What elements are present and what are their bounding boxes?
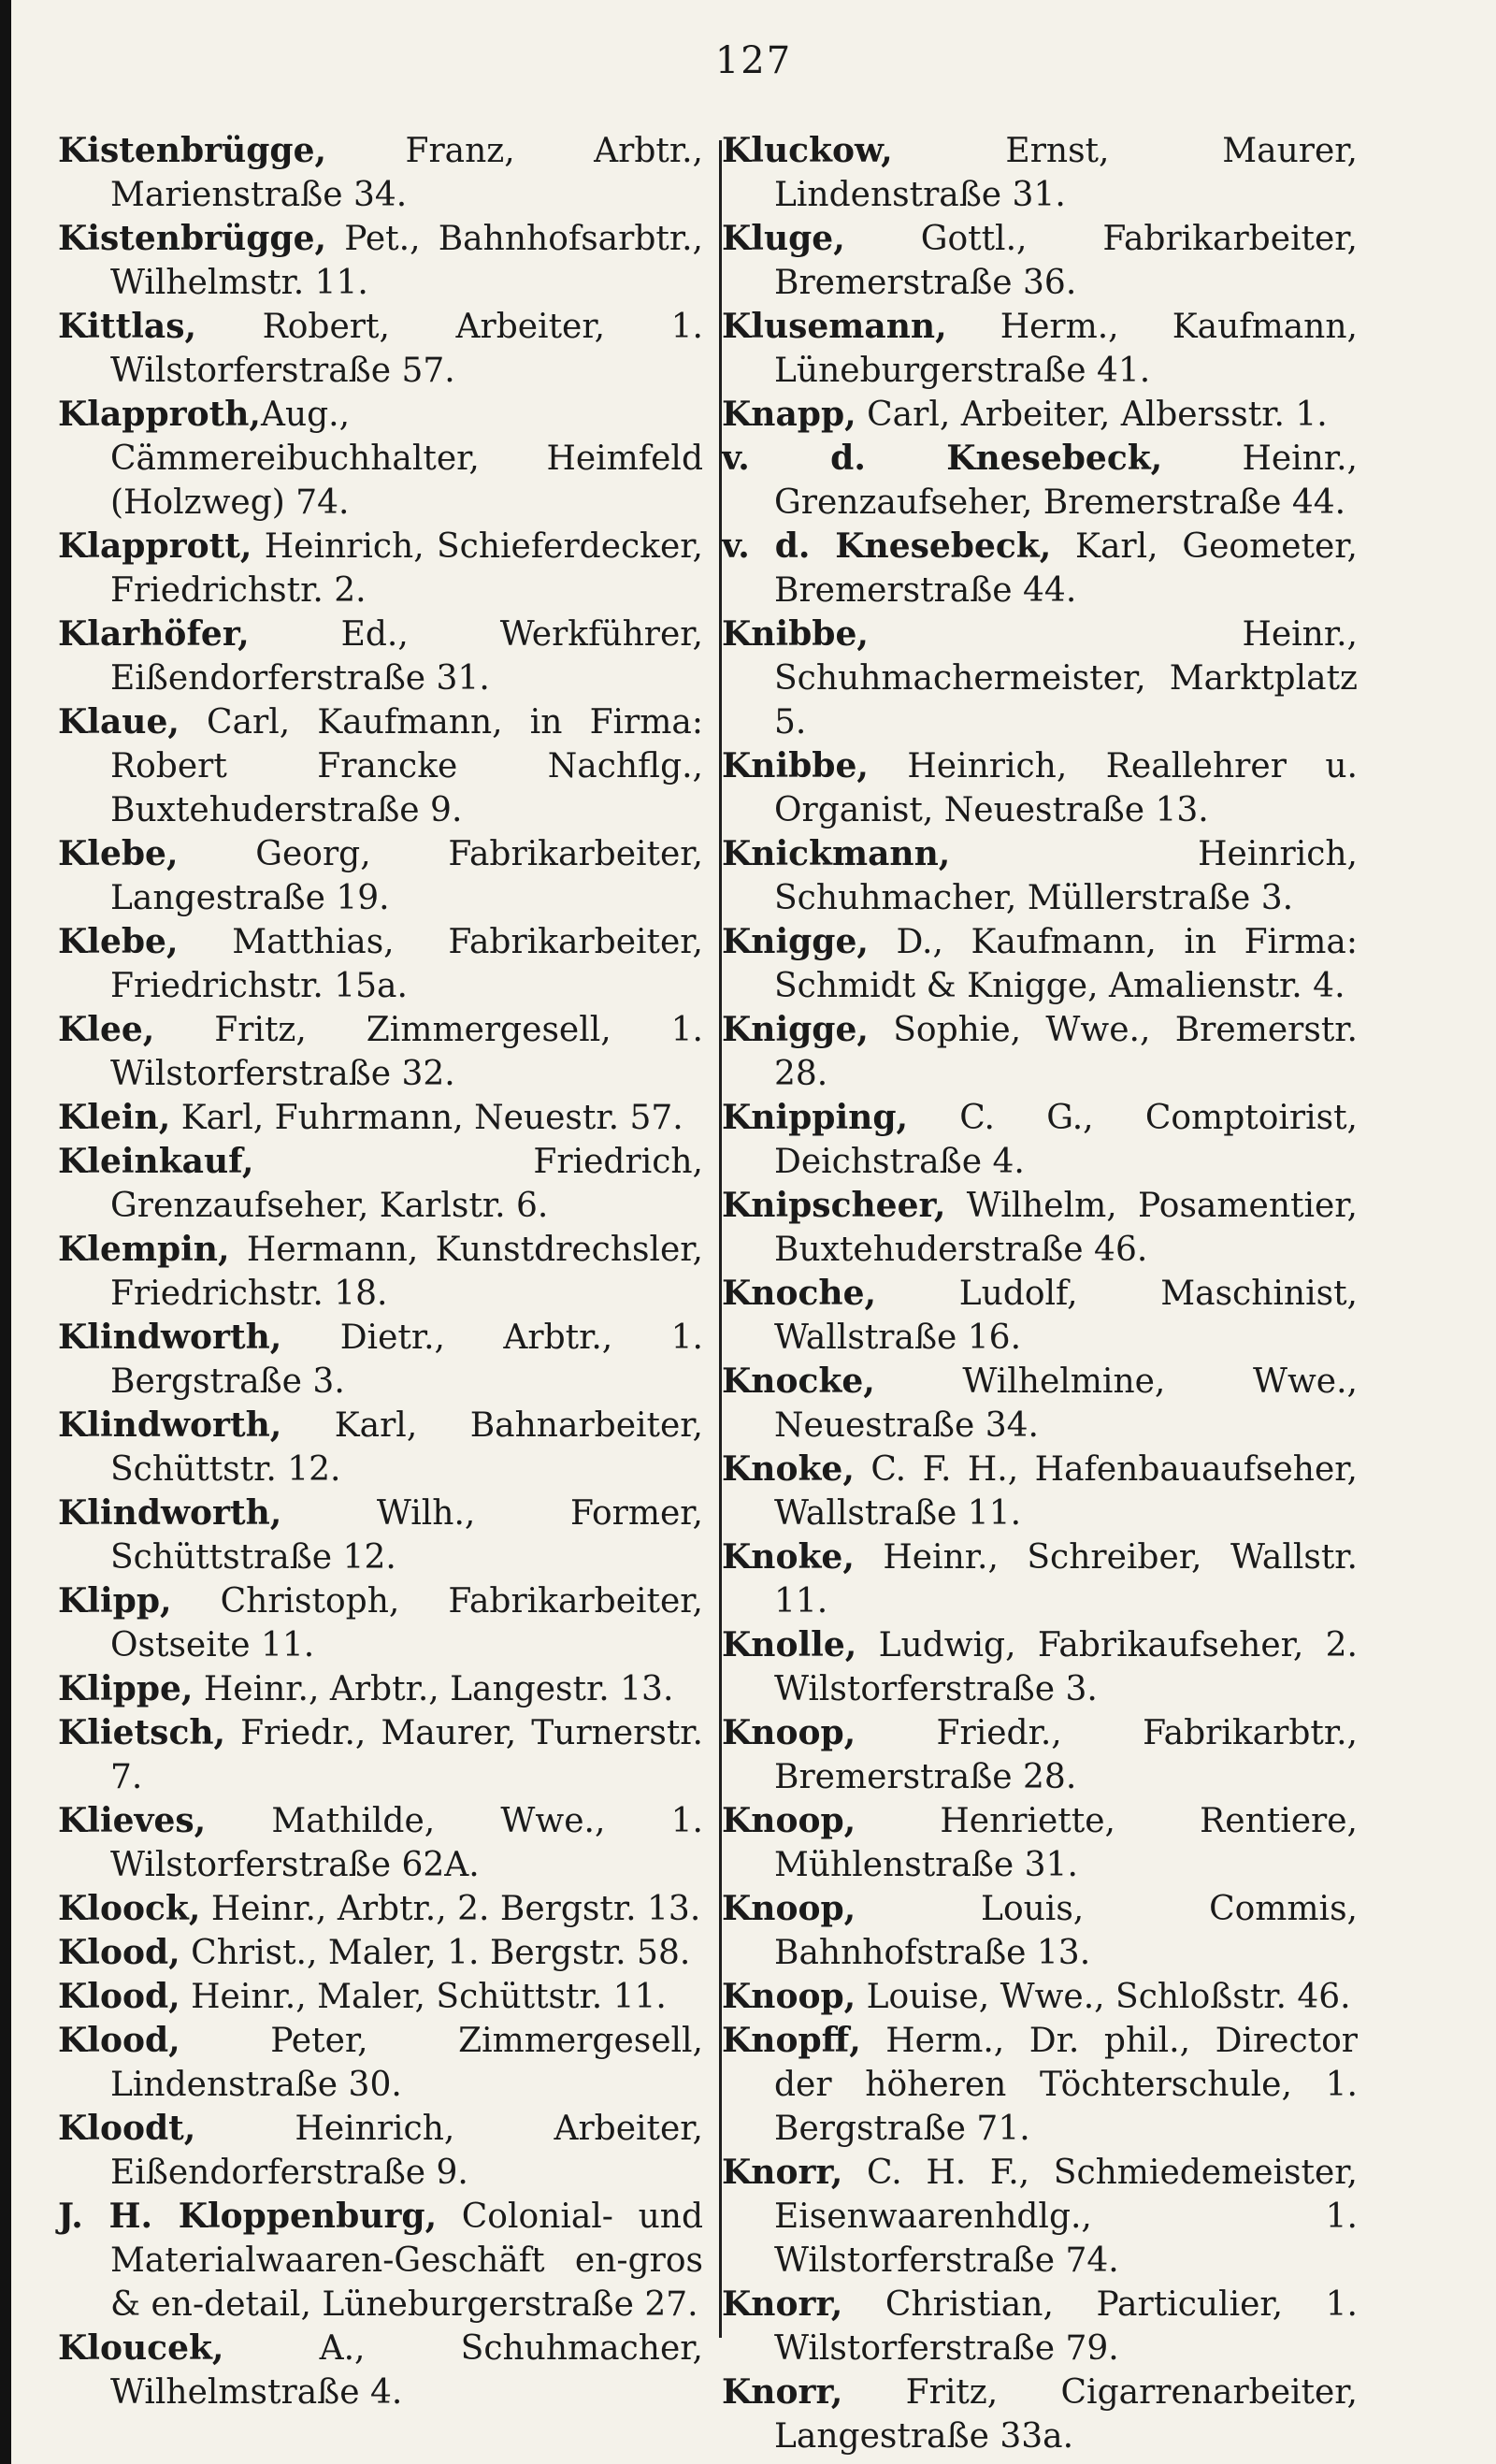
entry-prefix: v. d.	[722, 526, 811, 566]
directory-entry	[58, 612, 703, 700]
entry-surname: Knoop,	[722, 1713, 856, 1752]
entry-details: Friedrich, Grenzaufseher, Karlstr. 6.	[110, 1143, 703, 1225]
directory-entry	[58, 1887, 703, 1931]
entry-details: Heinr., Arbtr., Langestr. 13.	[193, 1670, 674, 1708]
entry-surname: Klippe,	[58, 1669, 194, 1708]
entry-surname: Klindworth,	[58, 1318, 282, 1357]
directory-entry	[58, 920, 703, 1008]
entry-details: Heinrich, Schieferdecker, Friedrichstr. 2.	[110, 527, 703, 610]
directory-entry	[722, 1008, 1358, 1096]
entry-details: Heinr., Maler, Schüttstr. 11.	[180, 1978, 667, 2016]
entry-surname: Knoop,	[722, 1801, 856, 1840]
entry-details: Karl, Bahnarbeiter, Schüttstr. 12.	[110, 1406, 703, 1489]
directory-entry	[58, 1799, 703, 1887]
entry-surname: Klietsch,	[58, 1713, 226, 1752]
entry-details: C. F. H., Hafenbauaufseher, Wallstraße 11.	[774, 1450, 1358, 1533]
directory-entry	[58, 393, 703, 525]
entry-surname: Klebe,	[58, 922, 179, 961]
entry-details: Heinr., Grenzaufseher, Bremerstraße 44.	[774, 439, 1358, 522]
entry-details: Robert, Arbeiter, 1. Wilstorferstraße 57.	[110, 308, 703, 390]
entry-surname: Klieves,	[58, 1801, 207, 1840]
entry-details: Karl, Fuhrmann, Neuestr. 57.	[170, 1099, 683, 1137]
entry-surname: Knoop,	[722, 1889, 856, 1928]
entry-details: Ernst, Maurer, Lindenstraße 31.	[774, 132, 1358, 214]
directory-entry	[58, 2327, 703, 2414]
directory-entry	[58, 305, 703, 393]
entry-surname: Knigge,	[722, 1010, 869, 1049]
entry-details: Colonial- und Materialwaaren-Geschäft en-gros & en-detail, Lüneburgerstraße 27.	[110, 2197, 703, 2324]
entry-surname: Knapp,	[722, 395, 856, 434]
directory-entry	[58, 1667, 703, 1711]
directory-entry	[722, 217, 1358, 305]
directory-entry	[722, 1535, 1358, 1623]
entry-details: Karl, Geometer, Bremerstraße 44.	[774, 527, 1358, 610]
entry-surname: Kittlas,	[58, 307, 197, 346]
entry-surname: Knipping,	[722, 1098, 909, 1137]
directory-entry	[722, 437, 1358, 525]
entry-details: C. G., Comptoirist, Deichstraße 4.	[774, 1099, 1358, 1181]
directory-entry	[58, 1316, 703, 1404]
entry-surname: Klood,	[58, 1933, 180, 1972]
entry-surname: Klarhöfer,	[58, 614, 250, 654]
directory-entry	[58, 1579, 703, 1667]
directory-entry	[722, 1096, 1358, 1184]
directory-page	[11, 0, 1496, 2464]
entry-details: Henriette, Rentiere, Mühlenstraße 31.	[774, 1802, 1358, 1884]
entry-surname: Kluckow,	[722, 131, 893, 170]
directory-entry	[58, 1711, 703, 1799]
directory-entry	[722, 1184, 1358, 1272]
entry-surname: Klindworth,	[58, 1405, 282, 1445]
directory-entry	[722, 920, 1358, 1008]
entry-surname: Kloock,	[58, 1889, 201, 1928]
entry-details: Matthias, Fabrikarbeiter, Friedrichstr. 15a.	[110, 923, 703, 1005]
entry-details: Heinrich, Schuhmacher, Müllerstraße 3.	[774, 835, 1358, 917]
entry-details: D., Kaufmann, in Firma: Schmidt & Knigge, Amalienstr. 4.	[774, 923, 1358, 1005]
entry-surname: Klipp,	[58, 1581, 172, 1621]
entry-prefix: J. H.	[58, 2197, 153, 2236]
entry-surname: Klapproth,	[58, 395, 261, 434]
directory-entry	[722, 744, 1358, 832]
entry-details: Peter, Zimmergesell, Lindenstraße 30.	[110, 2022, 703, 2104]
entry-surname: Knoke,	[722, 1449, 855, 1489]
entry-details: Heinr., Schreiber, Wallstr. 11.	[774, 1538, 1358, 1621]
entry-surname: Kloucek,	[58, 2328, 224, 2368]
directory-entry	[58, 1008, 703, 1096]
directory-entry	[722, 1711, 1358, 1799]
entry-surname: Klood,	[58, 2021, 180, 2060]
entry-details: Georg, Fabrikarbeiter, Langestraße 19.	[110, 835, 703, 917]
entry-details: Heinr., Schuhmachermeister, Marktplatz 5.	[774, 615, 1358, 742]
entry-details: Gottl., Fabrikarbeiter, Bremerstraße 36.	[774, 220, 1358, 302]
entry-details: Mathilde, Wwe., 1. Wilstorferstraße 62A.	[110, 1802, 703, 1884]
entry-surname: Knoop,	[722, 1977, 856, 2016]
page-number: 127	[714, 39, 793, 82]
entry-details: Louis, Commis, Bahnhofstraße 13.	[774, 1890, 1358, 1972]
entry-details: C. H. F., Schmiedemeister, Eisenwaarenhdlg., 1. Wilstorferstraße 74.	[774, 2154, 1358, 2280]
entry-surname: Klebe,	[58, 834, 179, 873]
entry-surname: Knorr,	[722, 2372, 843, 2412]
directory-entry	[58, 1931, 703, 1975]
left-column	[58, 129, 703, 2412]
entry-details: Fritz, Zimmergesell, 1. Wilstorferstraße 32.	[110, 1011, 703, 1093]
entry-details: Hermann, Kunstdrechsler, Friedrichstr. 18.	[110, 1231, 703, 1313]
entry-surname: Knickmann,	[722, 834, 951, 873]
entry-surname: Klaue,	[58, 702, 180, 742]
entry-surname: Kloodt,	[58, 2109, 196, 2148]
entry-surname: Knibbe,	[722, 614, 869, 654]
entry-details: Carl, Arbeiter, Albersstr. 1.	[856, 396, 1328, 434]
directory-entry	[58, 832, 703, 920]
directory-entry	[58, 525, 703, 612]
entry-prefix: v. d.	[722, 439, 866, 478]
entry-details: Christ., Maler, 1. Bergstr. 58.	[180, 1934, 691, 1972]
entry-details: Herm., Dr. phil., Director der höheren Töchterschule, 1. Bergstraße 71.	[774, 2022, 1358, 2148]
directory-entry	[722, 1975, 1358, 2019]
entry-surname: Knoke,	[722, 1537, 855, 1577]
entry-surname: Knoche,	[722, 1274, 877, 1313]
entry-details: Carl, Kaufmann, in Firma: Robert Francke Nachflg., Buxtehuderstraße 9.	[110, 703, 703, 829]
entry-surname: Knesebeck,	[810, 526, 1052, 566]
entry-surname: Knopff,	[722, 2021, 861, 2060]
entry-details: Sophie, Wwe., Bremerstr. 28.	[774, 1011, 1358, 1093]
directory-entry	[722, 2151, 1358, 2283]
entry-surname: Kistenbrügge,	[58, 131, 327, 170]
entry-surname: Klindworth,	[58, 1493, 282, 1533]
entry-details: Ludwig, Fabrikaufseher, 2. Wilstorferstraße 3.	[774, 1626, 1358, 1708]
entry-details: Aug., Cämmereibuchhalter, Heimfeld (Holzweg) 74.	[110, 396, 703, 522]
entry-surname: Kleinkauf,	[58, 1142, 254, 1181]
entry-surname: Kistenbrügge,	[58, 219, 327, 258]
entry-surname: Knipscheer,	[722, 1186, 946, 1225]
entry-surname: Klempin,	[58, 1230, 230, 1269]
entry-surname: Kluge,	[722, 219, 845, 258]
directory-entry	[58, 700, 703, 832]
directory-entry	[722, 393, 1358, 437]
directory-entry	[722, 525, 1358, 612]
entry-details: Heinrich, Arbeiter, Eißendorferstraße 9.	[110, 2110, 703, 2192]
entry-surname: Knolle,	[722, 1625, 857, 1664]
entry-details: Wilh., Former, Schüttstraße 12.	[110, 1494, 703, 1577]
entry-details: Ed., Werkführer, Eißendorferstraße 31.	[110, 615, 703, 698]
entry-surname: Knorr,	[722, 2153, 843, 2192]
directory-entry	[58, 2107, 703, 2195]
directory-entry	[58, 129, 703, 217]
entry-details: Dietr., Arbtr., 1. Bergstraße 3.	[110, 1318, 703, 1401]
directory-entry	[722, 612, 1358, 744]
directory-entry	[722, 2283, 1358, 2370]
entry-details: A., Schuhmacher, Wilhelmstraße 4.	[110, 2329, 703, 2412]
entry-details: Franz, Arbtr., Marienstraße 34.	[110, 132, 703, 214]
entry-surname: Klein,	[58, 1098, 171, 1137]
directory-entry	[58, 1491, 703, 1579]
entry-surname: Klusemann,	[722, 307, 947, 346]
directory-entry	[58, 2019, 703, 2107]
entry-surname: Knocke,	[722, 1362, 875, 1401]
entry-details: Heinrich, Reallehrer u. Organist, Neuestraße 13.	[774, 747, 1358, 829]
directory-entry	[722, 1799, 1358, 1887]
entry-surname: Klee,	[58, 1010, 155, 1049]
directory-entry	[722, 2019, 1358, 2151]
entry-details: Heinr., Arbtr., 2. Bergstr. 13.	[200, 1890, 701, 1928]
right-column	[722, 129, 1358, 2456]
directory-entry	[722, 1623, 1358, 1711]
directory-entry	[58, 1975, 703, 2019]
directory-entry	[722, 832, 1358, 920]
directory-entry	[722, 305, 1358, 393]
entry-details: Ludolf, Maschinist, Wallstraße 16.	[774, 1275, 1358, 1357]
entry-details: Louise, Wwe., Schloßstr. 46.	[856, 1978, 1351, 2016]
directory-entry	[58, 1228, 703, 1316]
directory-entry	[58, 2195, 703, 2327]
directory-entry	[58, 1404, 703, 1491]
entry-surname: Knorr,	[722, 2284, 843, 2324]
entry-surname: Knibbe,	[722, 746, 869, 785]
directory-entry	[58, 1096, 703, 1140]
directory-entry	[722, 2370, 1358, 2458]
entry-details: Christoph, Fabrikarbeiter, Ostseite 11.	[110, 1582, 703, 1664]
entry-surname: Klapprott,	[58, 526, 252, 566]
entry-surname: Knigge,	[722, 922, 869, 961]
entry-surname: Klood,	[58, 1977, 180, 2016]
entry-details: Christian, Particulier, 1. Wilstorferstraße 79.	[774, 2285, 1358, 2368]
entry-details: Pet., Bahnhofsarbtr., Wilhelmstr. 11.	[110, 220, 703, 302]
entry-surname: Kloppenburg,	[152, 2197, 438, 2236]
directory-entry	[58, 217, 703, 305]
directory-entry	[722, 1360, 1358, 1448]
directory-entry	[58, 1140, 703, 1228]
entry-details: Wilhelmine, Wwe., Neuestraße 34.	[774, 1362, 1358, 1445]
entry-details: Wilhelm, Posamentier, Buxtehuderstraße 46.	[774, 1187, 1358, 1269]
directory-entry	[722, 129, 1358, 217]
entry-details: Fritz, Cigarrenarbeiter, Langestraße 33a.	[774, 2373, 1358, 2456]
entry-surname: Knesebeck,	[865, 439, 1163, 478]
directory-entry	[722, 1272, 1358, 1360]
entry-details: Friedr., Fabrikarbtr., Bremerstraße 28.	[774, 1714, 1358, 1796]
directory-entry	[722, 1887, 1358, 1975]
entry-details: Friedr., Maurer, Turnerstr. 7.	[110, 1714, 703, 1796]
entry-details: Herm., Kaufmann, Lüneburgerstraße 41.	[774, 308, 1358, 390]
directory-entry	[722, 1448, 1358, 1535]
